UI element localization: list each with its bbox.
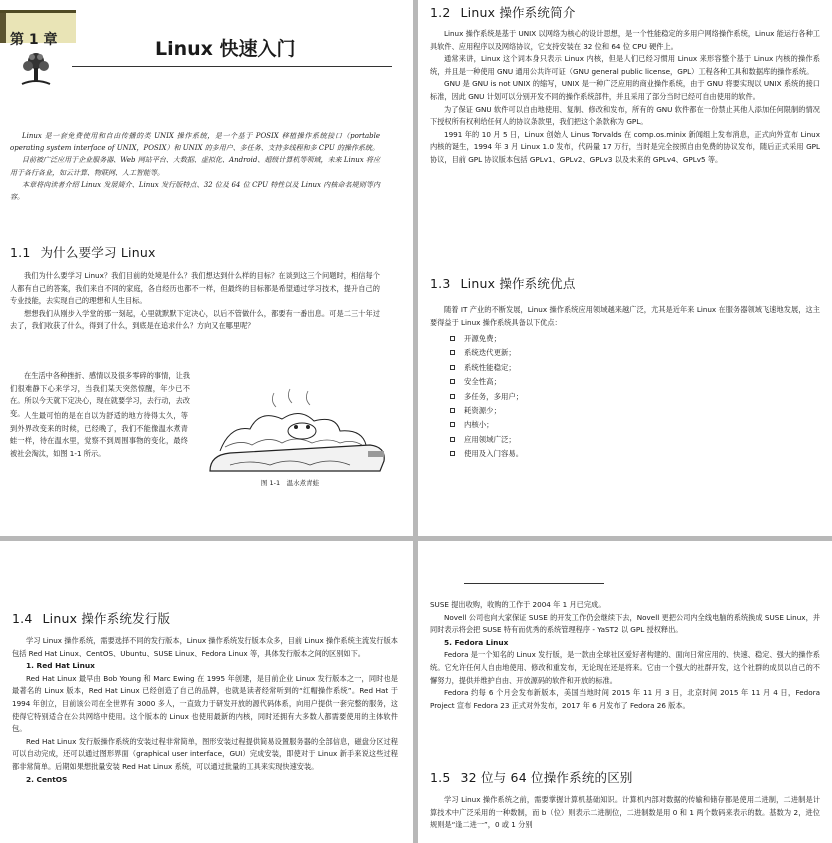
paragraph: 想想我们从刚步入学堂的那一刻起，心里就默默下定决心，以后不管做什么，都要有一番出息。可是二三十年过去了，我们收获了什么，得到了什么，到底是在追求什么？方向又在哪里呢？ <box>10 308 380 331</box>
figure-caption: 图 1-1 温水煮青蛙 <box>260 479 320 487</box>
paragraph: 1991 年的 10 月 5 日，Linux 创始人 Linus Torvalds 在 comp.os.minix 新闻组上发布消息，正式向外宣布 Linux 内核的诞生，1994 年 3 月 Linux 1.0 发布，代码量 17 万行，当时是完全按照自由免费的协议发布，随后正式采用 GPL 协议，目前 GPL 协议版本包括 GPLv1、GPLv2、GPLv3 以及未来的 GPLv4、GPLv5 等。 <box>430 129 820 164</box>
paragraph: GNU 是 GNU is not UNIX 的缩写，UNIX 是一种广泛应用的商业操作系统，由于 GNU 将要实现以 UNIX 系统的接口标准，因此 GNU 计划可以分别开发不同的操作系统部件，并且采用了部分当时已经可自由使用的软件。 <box>430 79 820 101</box>
section-1-2-text <box>430 28 820 167</box>
intro-paragraph: 本章将向读者介绍 Linux 发展简介、Linux 发行版特点、32 位及 64 位 CPU 特性以及 Linux 内核命名规则等内容。 <box>10 180 380 202</box>
bullet-icon <box>450 365 455 370</box>
list-item: 内核小； <box>430 418 820 432</box>
list-item: 使用及入门容易。 <box>430 447 820 461</box>
advantages-list <box>430 332 820 462</box>
section-1-1-text <box>10 410 188 460</box>
paragraph: Linux 操作系统是基于 UNIX 以网络为核心的设计思想，是一个性能稳定的多用户网络操作系统，Linux 能运行各种工具软件、应用程序以及网络协议，它支持安装在 32 位和 64 位 CPU 硬件上。 <box>430 29 820 51</box>
bullet-icon <box>450 336 455 341</box>
bullet-icon <box>450 437 455 442</box>
paragraph: 通常来讲，Linux 这个词本身只表示 Linux 内核，但是人们已经习惯用 Linux 来形容整个基于 Linux 内核的操作系统，并且是一种使用 GNU 通用公共许可证（GNU general public license，GPL）工程各种工具和数据库的操作系统。 <box>430 54 820 76</box>
section-heading-1-3: 1.3 Linux 操作系统优点 <box>430 276 576 291</box>
page-4 <box>418 541 832 843</box>
intro-paragraph: Linux 是一套免费使用和自由传播的类 UNIX 操作系统，是一个基于 POSIX 移植操作系统接口（portable operating system interface of UNIX，POSIX）和 UNIX 的多用户、多任务、支持多线程和多 CPU 的操作系统。 <box>10 132 380 153</box>
paragraph: Fedora 是一个知名的 Linux 发行版，是一款由全球社区爱好者构建的、面向日常应用的、快速、稳定、强大的操作系统。它允许任何人自由地使用、修改和重发布，无论现在还是将来。它由一个强大的社群开发，这个社群的成员以自己的不懈努力，提供并维护自由、开放源码的软件和开放的标准。 <box>430 650 820 685</box>
figure-frog-in-boiling-water <box>190 385 390 473</box>
chapter-label: 第 1 章 <box>10 32 58 48</box>
paragraph: 随着 IT 产业的不断发展，Linux 操作系统应用领域越来越广泛，尤其是近年来 Linux 在服务器领域飞速地发展，这主要得益于 Linux 操作系统具备以下优点： <box>430 305 820 327</box>
section-heading-1-2: 1.2 Linux 操作系统简介 <box>430 5 576 20</box>
section-heading-1-1: 1.1 为什么要学习 Linux <box>10 245 156 260</box>
paragraph: 学习 Linux 操作系统之前，需要掌握计算机基础知识。计算机内部对数据的传输和储存都是使用二进制，二进制是计算技术中广泛采用的一种数制，而 b（位）则表示二进制位，二进制数是用 0 和 1 两个数码来表示的数。基数为 2，进位规则是“逢二进一”，0 或 1 分别 <box>430 795 820 830</box>
paragraph: Red Hat Linux 发行版操作系统的安装过程非常简单，图形安装过程提供简易设置服务器的全部信息，磁盘分区过程可以自动完成，还可以通过图形界面（graphical user interface，GUI）完成安装，即使对于 Linux 新手来说这些过程都非常简单。后期如果想批量安装 Red Hat Linux 系统，可以通过批量的工具来实现快速安装。 <box>12 736 398 771</box>
chapter-ornament-icon <box>18 48 54 88</box>
chapter-intro <box>10 130 380 203</box>
section-heading-1-5: 1.5 32 位与 64 位操作系统的区别 <box>430 770 633 785</box>
list-item: 耗资源少； <box>430 404 820 418</box>
subheading: 2. CentOS <box>26 774 68 784</box>
section-1-5-text <box>430 794 820 832</box>
subheading: 5. Fedora Linux <box>444 637 509 647</box>
page-1 <box>0 0 413 536</box>
title-underline <box>72 66 392 67</box>
paragraph: 我们为什么要学习 Linux？我们目前的处境是什么？我们想达到什么样的目标？在谈到这三个问题时，相信每个人都有自己的答案，我们来自不同的家庭，各自经历也都不一样，但最终的目标都是希望通过学习技术，提升自己的专业技能，去实现自己的理想和人生目标。 <box>10 271 380 306</box>
page-3 <box>0 541 413 843</box>
page-2 <box>418 0 832 536</box>
chapter-tab <box>0 10 76 48</box>
bullet-icon <box>450 451 455 456</box>
section-1-1-text <box>10 270 380 333</box>
paragraph: SUSE 提出收购，收购的工作于 2004 年 1 月已完成。 <box>430 600 606 609</box>
intro-paragraph: 目前被广泛应用于企业服务器、Web 网站平台、大数据、虚拟化、Android、超级计算机等领域，未来 Linux 将应用于各行各业，如云计算、物联网、人工智能等。 <box>10 156 380 177</box>
paragraph: 为了保证 GNU 软件可以自由地使用、复制、修改和发布，所有的 GNU 软件都在一份禁止其他人添加任何限制的情况下授权所有权利给任何人的协议条款里，我们把这个条款称为 GPL。 <box>430 104 820 127</box>
paragraph: Fedora 约每 6 个月会发布新版本，美国当地时间 2015 年 11 月 3 日，北京时间 2015 年 11 月 4 日，Fedora Project 宣布 Fedora 23 正式对外发布，2017 年 6 月发布了 Fedora 26 版本。 <box>430 688 820 710</box>
bullet-icon <box>450 408 455 413</box>
top-rule <box>464 583 604 584</box>
paragraph: 人生最可怕的是在自以为舒适的地方待得太久，等到外界改变来的时候，已经晚了，我们不能像温水煮青蛙一样，待在温水里，觉察不到周围事物的变化，最终被社会淘汰，如图 1-1 所示。 <box>10 411 188 458</box>
bullet-icon <box>450 394 455 399</box>
paragraph: 学习 Linux 操作系统，需要选择不同的发行版本，Linux 操作系统发行版本众多，目前 Linux 操作系统主流发行版本包括 Red Hat Linux、CentOS、Ubuntu、SUSE Linux、Fedora Linux 等，具体发行版本之间的区别如下。 <box>12 636 398 658</box>
list-item: 安全性高； <box>430 375 820 389</box>
section-1-3-text <box>430 304 820 329</box>
section-1-4-text <box>12 635 398 786</box>
list-item: 多任务，多用户； <box>430 390 820 404</box>
list-item: 系统迭代更新； <box>430 346 820 360</box>
section-heading-1-4: 1.4 Linux 操作系统发行版 <box>12 611 171 626</box>
list-item: 系统性能稳定； <box>430 361 820 375</box>
paragraph: 在生活中各种挫折、感情以及很多零碎的事情，让我们很难静下心来学习，当我们某天突然惊醒，年少已不在。所以今天就下定决心，现在就要学习，去行动，去改变。 <box>10 371 190 418</box>
chapter-title: Linux 快速入门 <box>155 38 296 60</box>
paragraph: Novell 公司也向大家保证 SUSE 的开发工作仍会继续下去，Novell 更把公司内全线电脑的系统换成 SUSE Linux，并同时表示将会把 SUSE 特有而优秀的系统管理程序 - YaST2 以 GPL 授权释出。 <box>430 612 820 635</box>
list-item: 开源免费； <box>430 332 820 346</box>
paragraph: Red Hat Linux 最早由 Bob Young 和 Marc Ewing 在 1995 年创建，是目前企业 Linux 发行版本之一，同时也是最著名的 Linux 版本，Red Hat Linux 已经创造了自己的品牌，也就是读者经常听到的“红帽操作系统”。Red Hat 于 1994 年创立，目前该公司在全世界有 3000 多人，一直致力于研发开放的源代码体系，向用户提供一套完整的服务，这使得它特别适合在公共网络中使用。这个版本的 Linux 也使用最新的内核，同时还拥有大多数人都需要使用的主体软件包。 <box>12 673 398 734</box>
bullet-icon <box>450 379 455 384</box>
list-item: 应用领域广泛； <box>430 433 820 447</box>
bullet-icon <box>450 422 455 427</box>
page-4-text <box>430 599 820 712</box>
subheading: 1. Red Hat Linux <box>26 661 95 671</box>
bullet-icon <box>450 350 455 355</box>
